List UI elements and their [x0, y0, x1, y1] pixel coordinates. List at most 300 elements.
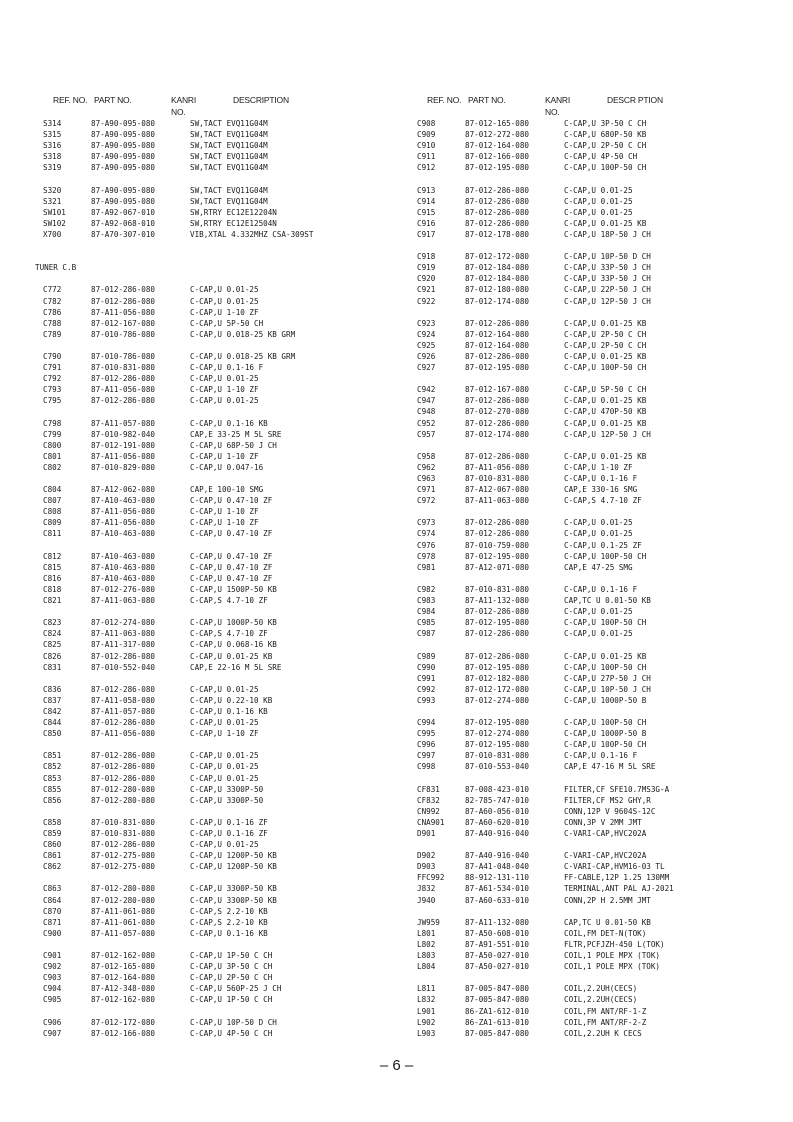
part-no-cell: 87-012-172-080: [465, 684, 530, 694]
description-cell: CONN,2P H 2.5MM JMT: [564, 895, 651, 905]
part-no-cell: 87-010-982-040: [91, 429, 156, 439]
part-no-cell: 87-A90-095-080: [91, 141, 156, 151]
description-cell: C-CAP,U 0.01-25: [190, 762, 259, 772]
description-cell: C-CAP,S 4.7-10 ZF: [190, 629, 268, 639]
parts-row: [43, 639, 403, 650]
ref-no-cell: C942: [417, 385, 436, 395]
parts-row: [417, 196, 777, 207]
description-cell: C-CAP,U 1-10 ZF: [190, 518, 259, 528]
parts-row: [43, 595, 403, 606]
parts-list: [35, 118, 403, 1039]
ref-no-cell: C962: [417, 462, 436, 472]
ref-no-cell: C861: [43, 851, 62, 861]
description-cell: COIL,FM ANT/RF-1-Z: [564, 1006, 647, 1016]
part-no-cell: 87-012-164-080: [465, 329, 530, 339]
description-cell: C-CAP,U 0.01-25 KB: [564, 396, 647, 406]
row-spacer: [417, 307, 777, 318]
parts-row: [43, 1028, 403, 1039]
part-no-cell: 87-012-164-080: [465, 340, 530, 350]
parts-row: [43, 373, 403, 384]
description-cell: COIL,FM ANT/RF-2-Z: [564, 1017, 647, 1027]
description-cell: C-CAP,U 1200P-50 KB: [190, 851, 277, 861]
ref-no-cell: C976: [417, 540, 436, 550]
description-cell: CAP,E 22-16 M 5L SRE: [190, 662, 282, 672]
parts-row: [43, 883, 403, 894]
row-spacer: [43, 173, 403, 184]
description-cell: C-CAP,U 27P-50 J CH: [564, 673, 651, 683]
ref-no-cell: L804: [417, 962, 436, 972]
description-cell: C-CAP,U 5P-50 CH: [190, 318, 264, 328]
description-cell: C-CAP,U 0.01-25: [190, 296, 259, 306]
ref-no-cell: C952: [417, 418, 436, 428]
part-no-cell: 87-012-195-080: [465, 163, 530, 173]
ref-no-cell: C789: [43, 329, 62, 339]
parts-row: [43, 517, 403, 528]
parts-row: [417, 207, 777, 218]
ref-no-cell: C997: [417, 751, 436, 761]
part-no-cell: 87-A11-057-080: [91, 928, 156, 938]
ref-no-cell: C993: [417, 695, 436, 705]
part-no-cell: 87-A11-057-080: [91, 706, 156, 716]
part-no-cell: 87-012-286-080: [465, 607, 530, 617]
part-no-cell: 87-012-280-080: [91, 784, 156, 794]
ref-no-cell: C772: [43, 285, 62, 295]
description-cell: C-CAP,U 0.01-25: [190, 751, 259, 761]
ref-no-cell: C912: [417, 163, 436, 173]
parts-row: [417, 739, 777, 750]
part-no-cell: 87-005-847-080: [465, 1028, 530, 1038]
parts-row: [43, 828, 403, 839]
part-no-cell: 87-012-274-080: [91, 618, 156, 628]
description-cell: C-CAP,S 4.7-10 ZF: [564, 496, 642, 506]
parts-row: [43, 462, 403, 473]
description-cell: C-CAP,U 0.1-16 F: [564, 474, 638, 483]
part-no-cell: 87-012-166-080: [465, 152, 530, 162]
description-cell: C-CAP,U 0.47-10 ZF: [190, 573, 273, 583]
part-no-cell: 87-012-172-080: [465, 252, 530, 262]
parts-row: [417, 728, 777, 739]
parts-row: [43, 451, 403, 462]
description-cell: C-CAP,U 0.01-25: [564, 529, 633, 539]
part-no-cell: 87-012-270-080: [465, 407, 530, 417]
part-no-cell: 87-012-286-080: [465, 318, 530, 328]
part-no-cell: 87-A11-056-080: [91, 385, 156, 395]
ref-no-cell: C998: [417, 762, 436, 772]
ref-no-cell: C791: [43, 363, 62, 373]
parts-row: [417, 861, 777, 872]
section-title: TUNER C.B: [35, 263, 77, 273]
ref-no-cell: JW959: [417, 917, 440, 927]
part-no-cell: 87-012-286-080: [465, 185, 530, 195]
part-no-cell: 87-A90-095-080: [91, 152, 156, 162]
part-no-cell: 87-012-286-080: [91, 296, 156, 306]
part-no-cell: 87-012-286-080: [91, 396, 156, 406]
description-cell: C-CAP,U 0.1-16 KB: [190, 706, 268, 716]
description-cell: C-CAP,U 1-10 ZF: [190, 451, 259, 461]
ref-no-cell: C851: [43, 751, 62, 761]
row-spacer: [417, 639, 777, 650]
description-cell: C-CAP,U 0.47-10 ZF: [190, 551, 273, 561]
row-spacer: [417, 972, 777, 983]
row-spacer: [417, 440, 777, 451]
parts-row: [417, 994, 777, 1005]
parts-row: [43, 928, 403, 939]
parts-row: [43, 140, 403, 151]
parts-row: [417, 850, 777, 861]
row-spacer: [43, 939, 403, 950]
ref-no-cell: C913: [417, 185, 436, 195]
part-no-cell: 87-012-180-080: [465, 285, 530, 295]
ref-no-cell: S315: [43, 130, 62, 140]
description-cell: CAP,E 100-10 SMG: [190, 485, 264, 495]
parts-row: [417, 140, 777, 151]
parts-row: [43, 795, 403, 806]
ref-no-cell: L832: [417, 995, 436, 1005]
part-no-cell: 87-012-275-080: [91, 862, 156, 872]
parts-row: [417, 917, 777, 928]
description-cell: FILTER,CF MS2 GHY,R: [564, 795, 651, 805]
description-cell: SW,TACT EVQ11G04M: [190, 196, 268, 206]
ref-no-cell: C792: [43, 374, 62, 384]
ref-no-cell: C862: [43, 862, 62, 872]
part-no-cell: 87-A60-056-010: [465, 806, 530, 816]
ref-no-cell: L902: [417, 1017, 436, 1027]
parts-row: [417, 817, 777, 828]
ref-no-cell: S314: [43, 119, 62, 128]
parts-row: [417, 651, 777, 662]
part-no-cell: 87-012-286-080: [465, 529, 530, 539]
ref-no-cell: C947: [417, 396, 436, 406]
parts-column-right: [417, 92, 777, 1039]
part-no-cell: 87-A11-056-080: [91, 451, 156, 461]
parts-row: [417, 185, 777, 196]
part-no-cell: 87-012-162-080: [91, 951, 156, 961]
ref-no-cell: S318: [43, 152, 62, 162]
description-cell: C-CAP,U 12P-50 J CH: [564, 296, 651, 306]
parts-row: [43, 418, 403, 429]
part-no-cell: 87-012-174-080: [465, 296, 530, 306]
part-no-cell: 87-A61-534-010: [465, 884, 530, 894]
ref-no-cell: C915: [417, 207, 436, 217]
parts-row: [417, 1017, 777, 1028]
ref-no-cell: C920: [417, 274, 436, 284]
description-cell: C-CAP,U 0.01-25: [564, 207, 633, 217]
parts-row: [417, 584, 777, 595]
description-cell: C-CAP,U 0.01-25: [190, 840, 259, 850]
ref-no-cell: C836: [43, 684, 62, 694]
ref-no-cell: CNA901: [417, 817, 445, 827]
parts-row: [43, 972, 403, 983]
parts-row: [43, 684, 403, 695]
parts-row: [417, 895, 777, 906]
part-no-cell: 87-012-286-080: [465, 651, 530, 661]
part-no-cell: 87-A11-063-080: [91, 596, 156, 606]
part-no-cell: 87-012-286-080: [465, 518, 530, 528]
part-no-cell: 87-010-831-080: [465, 751, 530, 761]
parts-row: [43, 817, 403, 828]
part-no-cell: 87-A70-307-010: [91, 229, 156, 239]
parts-row: [417, 595, 777, 606]
row-spacer: [43, 806, 403, 817]
kanri-no-header: NO.: [171, 107, 186, 117]
part-no-cell: 87-012-275-080: [91, 851, 156, 861]
parts-row: [417, 684, 777, 695]
ref-no-cell: C907: [43, 1028, 62, 1038]
description-cell: C-CAP,U 0.01-25: [190, 396, 259, 406]
description-cell: C-CAP,U 4P-50 CH: [564, 152, 638, 162]
part-no-cell: 87-010-786-080: [91, 351, 156, 361]
ref-no-cell: C957: [417, 429, 436, 439]
parts-row: [417, 950, 777, 961]
description-cell: C-CAP,U 10P-50 D CH: [190, 1017, 277, 1027]
part-no-cell: 87-012-280-080: [91, 884, 156, 894]
ref-no-cell: S321: [43, 196, 62, 206]
kanri-header: KANRI: [171, 95, 196, 105]
ref-no-cell: C858: [43, 817, 62, 827]
ref-no-cell: C853: [43, 773, 62, 783]
part-no-cell: 87-012-172-080: [91, 1017, 156, 1027]
ref-no-cell: C906: [43, 1017, 62, 1027]
parts-row: [417, 540, 777, 551]
parts-row: [417, 662, 777, 673]
part-no-cell: 87-012-286-080: [465, 218, 530, 228]
description-cell: C-CAP,U 0.47-10 ZF: [190, 496, 273, 506]
parts-row: [43, 895, 403, 906]
parts-row: [43, 906, 403, 917]
ref-no-cell: D902: [417, 851, 436, 861]
parts-row: [417, 351, 777, 362]
parts-row: [417, 229, 777, 240]
ref-no-cell: C974: [417, 529, 436, 539]
description-cell: C-CAP,U 680P-50 KB: [564, 130, 647, 140]
parts-row: [417, 828, 777, 839]
ref-no-cell: X700: [43, 229, 62, 239]
parts-row: [417, 284, 777, 295]
part-no-cell: 87-012-286-080: [465, 418, 530, 428]
part-no-cell: 87-012-165-080: [465, 119, 530, 128]
parts-row: [417, 418, 777, 429]
parts-row: [417, 151, 777, 162]
parts-row: [43, 983, 403, 994]
description-cell: C-CAP,U 33P-50 J CH: [564, 274, 651, 284]
description-cell: CAP,E 47-25 SMG: [564, 562, 633, 572]
part-no-cell: 87-012-195-080: [465, 363, 530, 373]
description-header: DESCR PTION: [607, 95, 663, 105]
parts-row: [43, 329, 403, 340]
ref-no-cell: C823: [43, 618, 62, 628]
ref-no-header: REF. NO.: [427, 95, 462, 105]
parts-row: [43, 440, 403, 451]
description-cell: C-CAP,U 100P-50 CH: [564, 718, 647, 728]
part-no-cell: 87-A60-620-010: [465, 817, 530, 827]
parts-row: [43, 384, 403, 395]
ref-no-cell: D903: [417, 862, 436, 872]
part-no-cell: 87-012-286-080: [465, 351, 530, 361]
parts-row: [417, 251, 777, 262]
ref-no-cell: C982: [417, 584, 436, 594]
part-no-cell: 87-A50-608-010: [465, 928, 530, 938]
ref-no-cell: C996: [417, 740, 436, 750]
parts-row: [417, 617, 777, 628]
parts-row: [43, 761, 403, 772]
description-cell: C-CAP,U 0.22-10 KB: [190, 695, 273, 705]
ref-no-cell: C815: [43, 562, 62, 572]
ref-no-cell: C793: [43, 385, 62, 395]
parts-row: [417, 761, 777, 772]
description-cell: C-CAP,U 0.1-16 F: [564, 584, 638, 594]
column-header: [43, 92, 403, 118]
parts-row: [43, 495, 403, 506]
ref-no-cell: C919: [417, 263, 436, 273]
part-no-cell: 87-A11-056-080: [465, 462, 530, 472]
row-spacer: [43, 540, 403, 551]
parts-row: [43, 573, 403, 584]
ref-no-cell: C948: [417, 407, 436, 417]
parts-row: [417, 961, 777, 972]
description-cell: SW,TACT EVQ11G04M: [190, 130, 268, 140]
description-cell: C-CAP,U 0.1-16 ZF: [190, 829, 268, 838]
description-cell: C-CAP,U 1000P-50 B: [564, 729, 647, 739]
parts-row: [43, 695, 403, 706]
ref-no-cell: L802: [417, 939, 436, 949]
part-no-cell: 87-A10-463-080: [91, 573, 156, 583]
part-no-cell: 87-012-195-080: [465, 740, 530, 750]
part-no-cell: 87-A50-027-010: [465, 951, 530, 961]
part-no-cell: 87-012-174-080: [465, 429, 530, 439]
ref-no-cell: C917: [417, 229, 436, 239]
parts-row: [417, 883, 777, 894]
part-no-cell: 87-012-276-080: [91, 584, 156, 594]
ref-no-cell: C924: [417, 329, 436, 339]
parts-row: [43, 218, 403, 229]
ref-no-cell: C844: [43, 718, 62, 728]
description-cell: C-CAP,U 100P-50 CH: [564, 618, 647, 628]
part-no-cell: 87-012-195-080: [465, 662, 530, 672]
ref-no-cell: C788: [43, 318, 62, 328]
description-cell: C-CAP,U 0.01-25: [564, 185, 633, 195]
parts-row: [43, 662, 403, 673]
description-cell: C-CAP,U 0.018-25 KB GRM: [190, 329, 296, 339]
description-cell: C-CAP,U 10P-50 J CH: [564, 684, 651, 694]
part-no-cell: 88-912-131-110: [465, 873, 530, 883]
parts-row: [43, 839, 403, 850]
description-cell: C-CAP,U 1-10 ZF: [190, 507, 259, 517]
parts-row: [417, 218, 777, 229]
description-cell: C-CAP,U 1000P-50 B: [564, 695, 647, 705]
parts-row: [43, 784, 403, 795]
ref-no-cell: C984: [417, 607, 436, 617]
row-spacer: [417, 839, 777, 850]
ref-no-cell: C871: [43, 917, 62, 927]
row-spacer: [417, 573, 777, 584]
ref-no-cell: C860: [43, 840, 62, 850]
part-no-cell: 87-A12-067-080: [465, 485, 530, 495]
description-cell: C-CAP,U 1-10 ZF: [190, 729, 259, 739]
part-no-cell: 87-A90-095-080: [91, 185, 156, 195]
part-no-cell: 87-012-286-080: [465, 196, 530, 206]
parts-row: [43, 351, 403, 362]
part-no-cell: 87-010-553-040: [465, 762, 530, 772]
parts-row: [43, 528, 403, 539]
row-spacer: [417, 373, 777, 384]
part-no-cell: 87-A11-063-080: [465, 496, 530, 506]
parts-row: [417, 362, 777, 373]
description-cell: SW,TACT EVQ11G04M: [190, 163, 268, 173]
part-no-cell: 87-012-286-080: [465, 629, 530, 639]
ref-no-cell: J940: [417, 895, 436, 905]
part-no-cell: 87-005-847-080: [465, 995, 530, 1005]
parts-row: [417, 1028, 777, 1039]
description-cell: C-CAP,S 4.7-10 ZF: [190, 596, 268, 606]
ref-no-cell: C925: [417, 340, 436, 350]
parts-row: [417, 262, 777, 273]
ref-no-cell: C812: [43, 551, 62, 561]
description-cell: C-CAP,U 3P-50 C CH: [564, 119, 647, 128]
parts-row: [417, 118, 777, 129]
description-cell: C-CAP,U 1500P-50 KB: [190, 584, 277, 594]
description-cell: C-CAP,U 12P-50 J CH: [564, 429, 651, 439]
ref-no-cell: C863: [43, 884, 62, 894]
parts-row: [417, 451, 777, 462]
description-cell: C-CAP,U 0.01-25: [190, 773, 259, 783]
description-cell: C-CAP,U 1-10 ZF: [564, 462, 633, 472]
description-cell: SW,RTRY EC12E12204N: [190, 207, 277, 217]
part-no-cell: 86-ZA1-613-010: [465, 1017, 530, 1027]
description-cell: CAP,TC U 0.01-50 KB: [564, 917, 651, 927]
ref-no-cell: CF832: [417, 795, 440, 805]
row-spacer: [43, 872, 403, 883]
part-no-cell: 87-012-272-080: [465, 130, 530, 140]
part-no-cell: 87-012-166-080: [91, 1028, 156, 1038]
description-cell: C-CAP,U 3300P-50 KB: [190, 895, 277, 905]
part-no-cell: 87-A90-095-080: [91, 130, 156, 140]
ref-no-cell: C958: [417, 451, 436, 461]
description-cell: COIL,2.2UH(CECS): [564, 995, 638, 1005]
part-no-cell: 87-012-286-080: [91, 773, 156, 783]
ref-no-cell: C821: [43, 596, 62, 606]
part-no-cell: 87-010-831-080: [91, 817, 156, 827]
part-no-cell: 87-008-423-010: [465, 784, 530, 794]
parts-row: [43, 162, 403, 173]
description-cell: C-VARI-CAP,HVM16-03 TL: [564, 862, 665, 872]
description-cell: C-CAP,U 100P-50 CH: [564, 740, 647, 750]
ref-no-cell: C922: [417, 296, 436, 306]
part-no-cell: 87-012-286-080: [91, 684, 156, 694]
parts-row: [417, 395, 777, 406]
parts-row: [43, 229, 403, 240]
description-cell: COIL,2.2UH K CECS: [564, 1028, 642, 1038]
ref-no-cell: C837: [43, 695, 62, 705]
row-spacer: [43, 673, 403, 684]
ref-no-cell: C985: [417, 618, 436, 628]
description-cell: CAP,E 33-25 M 5L SRE: [190, 429, 282, 439]
column-header: [417, 92, 777, 118]
ref-no-cell: C903: [43, 973, 62, 983]
ref-no-cell: L903: [417, 1028, 436, 1038]
parts-row: [417, 406, 777, 417]
description-cell: C-CAP,U 2P-50 C CH: [564, 141, 647, 151]
part-no-cell: 87-010-552-040: [91, 662, 156, 672]
ref-no-cell: C991: [417, 673, 436, 683]
part-no-cell: 87-A12-071-080: [465, 562, 530, 572]
part-no-cell: 87-A60-633-010: [465, 895, 530, 905]
part-no-cell: 87-010-831-080: [91, 829, 156, 838]
ref-no-cell: C994: [417, 718, 436, 728]
row-spacer: [43, 251, 403, 262]
row-spacer: [43, 606, 403, 617]
description-cell: C-CAP,U 3300P-50: [190, 784, 264, 794]
parts-row: [43, 861, 403, 872]
